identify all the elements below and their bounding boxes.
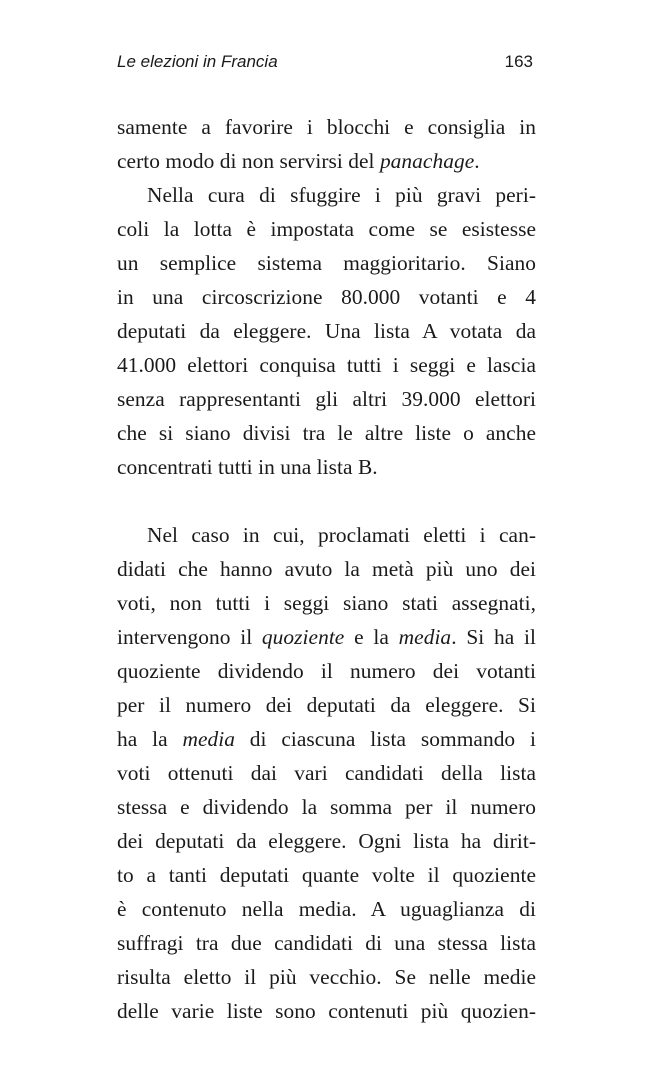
text-segment: certo modo di non servirsi del [117,149,380,173]
italic-term: panachage [379,149,475,173]
text-line [117,280,536,314]
text-segment: . Si ha il [451,625,537,649]
text-segment: in una circoscrizione 80.000 votanti e 4 [117,285,536,309]
paragraph-gap [117,484,536,518]
text-line [117,416,536,450]
body-text [117,110,536,1028]
text-line [117,212,536,246]
text-segment: e la [344,625,399,649]
text-line [117,960,536,994]
text-line [117,110,536,144]
text-segment: risulta eletto il più vecchio. Se nelle medie [117,965,536,989]
text-line [117,552,536,586]
text-segment: di ciascuna lista sommando i [234,727,536,751]
text-segment: coli la lotta è impostata come se esistesse [117,217,536,241]
text-segment: stessa e dividendo la somma per il numero [117,795,536,819]
text-segment: didati che hanno avuto la metà più uno dei [117,557,536,581]
text-segment: voti, non tutti i seggi siano stati assegnati, [117,591,536,615]
text-line [117,450,536,484]
running-title: Le elezioni in Francia [117,52,278,71]
text-line [117,824,536,858]
text-line [117,620,536,654]
text-segment: quoziente dividendo il numero dei votanti [117,659,536,683]
text-segment: to a tanti deputati quante volte il quoziente [117,863,536,887]
text-line [117,654,536,688]
paragraph [117,110,536,178]
text-segment: per il numero dei deputati da eleggere. Si [117,693,536,717]
text-line [117,246,536,280]
italic-term: media [398,625,452,649]
text-segment: Nel caso in cui, proclamati eletti i can- [147,523,536,547]
text-segment: un semplice sistema maggioritario. Siano [117,251,536,275]
italic-term: quoziente [261,625,345,649]
text-line [117,144,536,178]
page-number: 163 [504,52,533,71]
text-line [117,994,536,1028]
text-line [117,688,536,722]
text-segment: che si siano divisi tra le altre liste o anche [117,421,536,445]
text-segment: . [474,149,480,173]
text-segment: dei deputati da eleggere. Ogni lista ha dirit- [117,829,536,853]
text-line [117,382,536,416]
text-line [117,586,536,620]
text-line [117,348,536,382]
italic-term: media [182,727,235,751]
text-line [117,892,536,926]
paragraph [117,178,536,484]
text-line [117,722,536,756]
text-segment: intervengono il [117,625,262,649]
paragraph [117,518,536,1028]
text-segment: concentrati tutti in una lista B. [117,455,378,479]
running-head [117,50,533,76]
text-line [117,178,536,212]
text-line [117,858,536,892]
text-line [117,926,536,960]
text-line [117,518,536,552]
text-segment: voti ottenuti dai vari candidati della lista [117,761,536,785]
text-segment: ha la [117,727,183,751]
text-segment: samente a favorire i blocchi e consiglia in [117,115,536,139]
text-segment: Nella cura di sfuggire i più gravi peri- [147,183,536,207]
text-segment: deputati da eleggere. Una lista A votata da [117,319,536,343]
text-segment: suffragi tra due candidati di una stessa lista [117,931,536,955]
text-segment: è contenuto nella media. A uguaglianza di [117,897,536,921]
text-segment: 41.000 elettori conquisa tutti i seggi e lascia [117,353,536,377]
text-line [117,314,536,348]
text-segment: senza rappresentanti gli altri 39.000 elettori [117,387,536,411]
text-line [117,756,536,790]
text-segment: delle varie liste sono contenuti più quozien- [117,999,536,1023]
text-line [117,790,536,824]
